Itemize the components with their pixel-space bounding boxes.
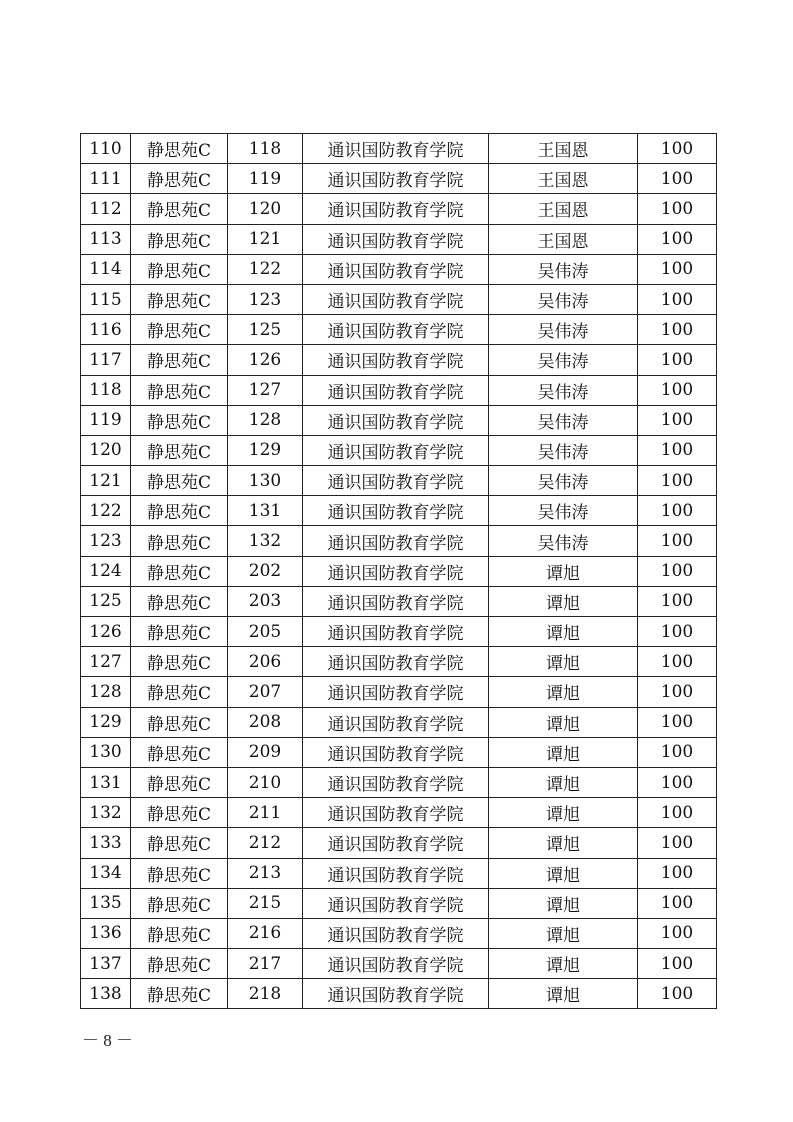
building-cell: 静思苑C (131, 435, 228, 465)
table-row (81, 677, 717, 707)
college-cell: 通识国防教育学院 (303, 586, 489, 616)
row-index-cell: 131 (81, 767, 131, 797)
college-cell: 通识国防教育学院 (303, 828, 489, 858)
college-cell: 通识国防教育学院 (303, 315, 489, 345)
building-cell: 静思苑C (131, 194, 228, 224)
inspector-cell: 吴伟涛 (489, 435, 638, 465)
dormitory-score-table (80, 133, 717, 1009)
score-cell: 100 (638, 979, 717, 1009)
college-cell: 通识国防教育学院 (303, 767, 489, 797)
college-cell: 通识国防教育学院 (303, 677, 489, 707)
inspector-cell: 王国恩 (489, 194, 638, 224)
score-cell: 100 (638, 798, 717, 828)
row-index-cell: 115 (81, 284, 131, 314)
building-cell: 静思苑C (131, 888, 228, 918)
row-index-cell: 133 (81, 828, 131, 858)
building-cell: 静思苑C (131, 737, 228, 767)
room-number-cell: 119 (228, 164, 303, 194)
row-index-cell: 129 (81, 707, 131, 737)
row-index-cell: 125 (81, 586, 131, 616)
row-index-cell: 132 (81, 798, 131, 828)
row-index-cell: 122 (81, 496, 131, 526)
score-cell: 100 (638, 918, 717, 948)
inspector-cell: 谭旭 (489, 677, 638, 707)
building-cell: 静思苑C (131, 496, 228, 526)
score-cell: 100 (638, 888, 717, 918)
score-cell: 100 (638, 858, 717, 888)
building-cell: 静思苑C (131, 375, 228, 405)
building-cell: 静思苑C (131, 677, 228, 707)
building-cell: 静思苑C (131, 918, 228, 948)
table-row (81, 375, 717, 405)
room-number-cell: 128 (228, 405, 303, 435)
score-cell: 100 (638, 435, 717, 465)
building-cell: 静思苑C (131, 647, 228, 677)
college-cell: 通识国防教育学院 (303, 737, 489, 767)
row-index-cell: 130 (81, 737, 131, 767)
college-cell: 通识国防教育学院 (303, 134, 489, 164)
room-number-cell: 210 (228, 767, 303, 797)
building-cell: 静思苑C (131, 284, 228, 314)
inspector-cell: 吴伟涛 (489, 466, 638, 496)
room-number-cell: 126 (228, 345, 303, 375)
score-cell: 100 (638, 949, 717, 979)
table-row (81, 647, 717, 677)
score-cell: 100 (638, 375, 717, 405)
page-number: － 8 － (82, 1031, 133, 1050)
row-index-cell: 124 (81, 556, 131, 586)
building-cell: 静思苑C (131, 858, 228, 888)
room-number-cell: 208 (228, 707, 303, 737)
row-index-cell: 134 (81, 858, 131, 888)
building-cell: 静思苑C (131, 556, 228, 586)
inspector-cell: 谭旭 (489, 949, 638, 979)
college-cell: 通识国防教育学院 (303, 556, 489, 586)
college-cell: 通识国防教育学院 (303, 224, 489, 254)
table-row (81, 707, 717, 737)
score-cell: 100 (638, 828, 717, 858)
building-cell: 静思苑C (131, 526, 228, 556)
score-cell: 100 (638, 677, 717, 707)
row-index-cell: 110 (81, 134, 131, 164)
room-number-cell: 211 (228, 798, 303, 828)
inspector-cell: 吴伟涛 (489, 315, 638, 345)
row-index-cell: 127 (81, 647, 131, 677)
table-row (81, 345, 717, 375)
table-row (81, 888, 717, 918)
table-row (81, 526, 717, 556)
room-number-cell: 202 (228, 556, 303, 586)
score-cell: 100 (638, 767, 717, 797)
score-cell: 100 (638, 617, 717, 647)
inspector-cell: 吴伟涛 (489, 345, 638, 375)
score-cell: 100 (638, 737, 717, 767)
inspector-cell: 谭旭 (489, 586, 638, 616)
room-number-cell: 132 (228, 526, 303, 556)
building-cell: 静思苑C (131, 798, 228, 828)
table-row (81, 254, 717, 284)
score-cell: 100 (638, 707, 717, 737)
college-cell: 通识国防教育学院 (303, 707, 489, 737)
room-number-cell: 209 (228, 737, 303, 767)
inspector-cell: 谭旭 (489, 798, 638, 828)
inspector-cell: 吴伟涛 (489, 526, 638, 556)
row-index-cell: 137 (81, 949, 131, 979)
inspector-cell: 谭旭 (489, 828, 638, 858)
college-cell: 通识国防教育学院 (303, 345, 489, 375)
row-index-cell: 126 (81, 617, 131, 647)
room-number-cell: 206 (228, 647, 303, 677)
inspector-cell: 谭旭 (489, 858, 638, 888)
score-cell: 100 (638, 526, 717, 556)
score-cell: 100 (638, 647, 717, 677)
table-row (81, 466, 717, 496)
room-number-cell: 217 (228, 949, 303, 979)
row-index-cell: 119 (81, 405, 131, 435)
room-number-cell: 218 (228, 979, 303, 1009)
room-number-cell: 131 (228, 496, 303, 526)
table-row (81, 828, 717, 858)
score-cell: 100 (638, 556, 717, 586)
score-cell: 100 (638, 466, 717, 496)
building-cell: 静思苑C (131, 224, 228, 254)
inspector-cell: 谭旭 (489, 918, 638, 948)
row-index-cell: 128 (81, 677, 131, 707)
row-index-cell: 111 (81, 164, 131, 194)
college-cell: 通识国防教育学院 (303, 888, 489, 918)
table-row (81, 405, 717, 435)
building-cell: 静思苑C (131, 315, 228, 345)
inspector-cell: 谭旭 (489, 617, 638, 647)
table-row (81, 224, 717, 254)
room-number-cell: 212 (228, 828, 303, 858)
table-row (81, 284, 717, 314)
building-cell: 静思苑C (131, 586, 228, 616)
table-row (81, 496, 717, 526)
room-number-cell: 129 (228, 435, 303, 465)
row-index-cell: 116 (81, 315, 131, 345)
table-row (81, 798, 717, 828)
room-number-cell: 122 (228, 254, 303, 284)
college-cell: 通识国防教育学院 (303, 375, 489, 405)
table-row (81, 586, 717, 616)
room-number-cell: 118 (228, 134, 303, 164)
table-row (81, 164, 717, 194)
building-cell: 静思苑C (131, 979, 228, 1009)
building-cell: 静思苑C (131, 134, 228, 164)
college-cell: 通识国防教育学院 (303, 617, 489, 647)
college-cell: 通识国防教育学院 (303, 858, 489, 888)
row-index-cell: 113 (81, 224, 131, 254)
college-cell: 通识国防教育学院 (303, 254, 489, 284)
room-number-cell: 123 (228, 284, 303, 314)
building-cell: 静思苑C (131, 767, 228, 797)
college-cell: 通识国防教育学院 (303, 435, 489, 465)
room-number-cell: 216 (228, 918, 303, 948)
room-number-cell: 207 (228, 677, 303, 707)
college-cell: 通识国防教育学院 (303, 979, 489, 1009)
inspector-cell: 谭旭 (489, 979, 638, 1009)
inspector-cell: 吴伟涛 (489, 405, 638, 435)
score-cell: 100 (638, 496, 717, 526)
college-cell: 通识国防教育学院 (303, 496, 489, 526)
building-cell: 静思苑C (131, 466, 228, 496)
room-number-cell: 203 (228, 586, 303, 616)
building-cell: 静思苑C (131, 405, 228, 435)
table-row (81, 737, 717, 767)
building-cell: 静思苑C (131, 828, 228, 858)
score-cell: 100 (638, 164, 717, 194)
score-cell: 100 (638, 134, 717, 164)
inspector-cell: 谭旭 (489, 737, 638, 767)
college-cell: 通识国防教育学院 (303, 194, 489, 224)
room-number-cell: 215 (228, 888, 303, 918)
building-cell: 静思苑C (131, 345, 228, 375)
inspector-cell: 吴伟涛 (489, 284, 638, 314)
college-cell: 通识国防教育学院 (303, 164, 489, 194)
room-number-cell: 130 (228, 466, 303, 496)
table-row (81, 556, 717, 586)
building-cell: 静思苑C (131, 254, 228, 284)
row-index-cell: 117 (81, 345, 131, 375)
room-number-cell: 125 (228, 315, 303, 345)
inspector-cell: 谭旭 (489, 556, 638, 586)
row-index-cell: 135 (81, 888, 131, 918)
room-number-cell: 121 (228, 224, 303, 254)
row-index-cell: 123 (81, 526, 131, 556)
building-cell: 静思苑C (131, 707, 228, 737)
row-index-cell: 118 (81, 375, 131, 405)
row-index-cell: 121 (81, 466, 131, 496)
inspector-cell: 王国恩 (489, 164, 638, 194)
table-row (81, 918, 717, 948)
inspector-cell: 吴伟涛 (489, 254, 638, 284)
score-cell: 100 (638, 405, 717, 435)
inspector-cell: 谭旭 (489, 647, 638, 677)
score-cell: 100 (638, 315, 717, 345)
inspector-cell: 谭旭 (489, 707, 638, 737)
inspector-cell: 吴伟涛 (489, 496, 638, 526)
college-cell: 通识国防教育学院 (303, 405, 489, 435)
college-cell: 通识国防教育学院 (303, 647, 489, 677)
score-cell: 100 (638, 586, 717, 616)
table-row (81, 617, 717, 647)
row-index-cell: 138 (81, 979, 131, 1009)
college-cell: 通识国防教育学院 (303, 949, 489, 979)
table-row (81, 435, 717, 465)
table-row (81, 315, 717, 345)
table-row (81, 979, 717, 1009)
room-number-cell: 120 (228, 194, 303, 224)
building-cell: 静思苑C (131, 617, 228, 647)
building-cell: 静思苑C (131, 949, 228, 979)
score-cell: 100 (638, 345, 717, 375)
row-index-cell: 112 (81, 194, 131, 224)
inspector-cell: 王国恩 (489, 134, 638, 164)
table-row (81, 949, 717, 979)
score-cell: 100 (638, 224, 717, 254)
row-index-cell: 136 (81, 918, 131, 948)
room-number-cell: 127 (228, 375, 303, 405)
room-number-cell: 205 (228, 617, 303, 647)
college-cell: 通识国防教育学院 (303, 526, 489, 556)
row-index-cell: 114 (81, 254, 131, 284)
room-number-cell: 213 (228, 858, 303, 888)
score-cell: 100 (638, 254, 717, 284)
college-cell: 通识国防教育学院 (303, 798, 489, 828)
inspector-cell: 谭旭 (489, 767, 638, 797)
building-cell: 静思苑C (131, 164, 228, 194)
score-cell: 100 (638, 284, 717, 314)
table-row (81, 194, 717, 224)
table-row (81, 134, 717, 164)
table-row (81, 767, 717, 797)
college-cell: 通识国防教育学院 (303, 466, 489, 496)
inspector-cell: 谭旭 (489, 888, 638, 918)
row-index-cell: 120 (81, 435, 131, 465)
college-cell: 通识国防教育学院 (303, 918, 489, 948)
college-cell: 通识国防教育学院 (303, 284, 489, 314)
inspector-cell: 吴伟涛 (489, 375, 638, 405)
score-cell: 100 (638, 194, 717, 224)
table-body (81, 134, 717, 1009)
table-row (81, 858, 717, 888)
inspector-cell: 王国恩 (489, 224, 638, 254)
